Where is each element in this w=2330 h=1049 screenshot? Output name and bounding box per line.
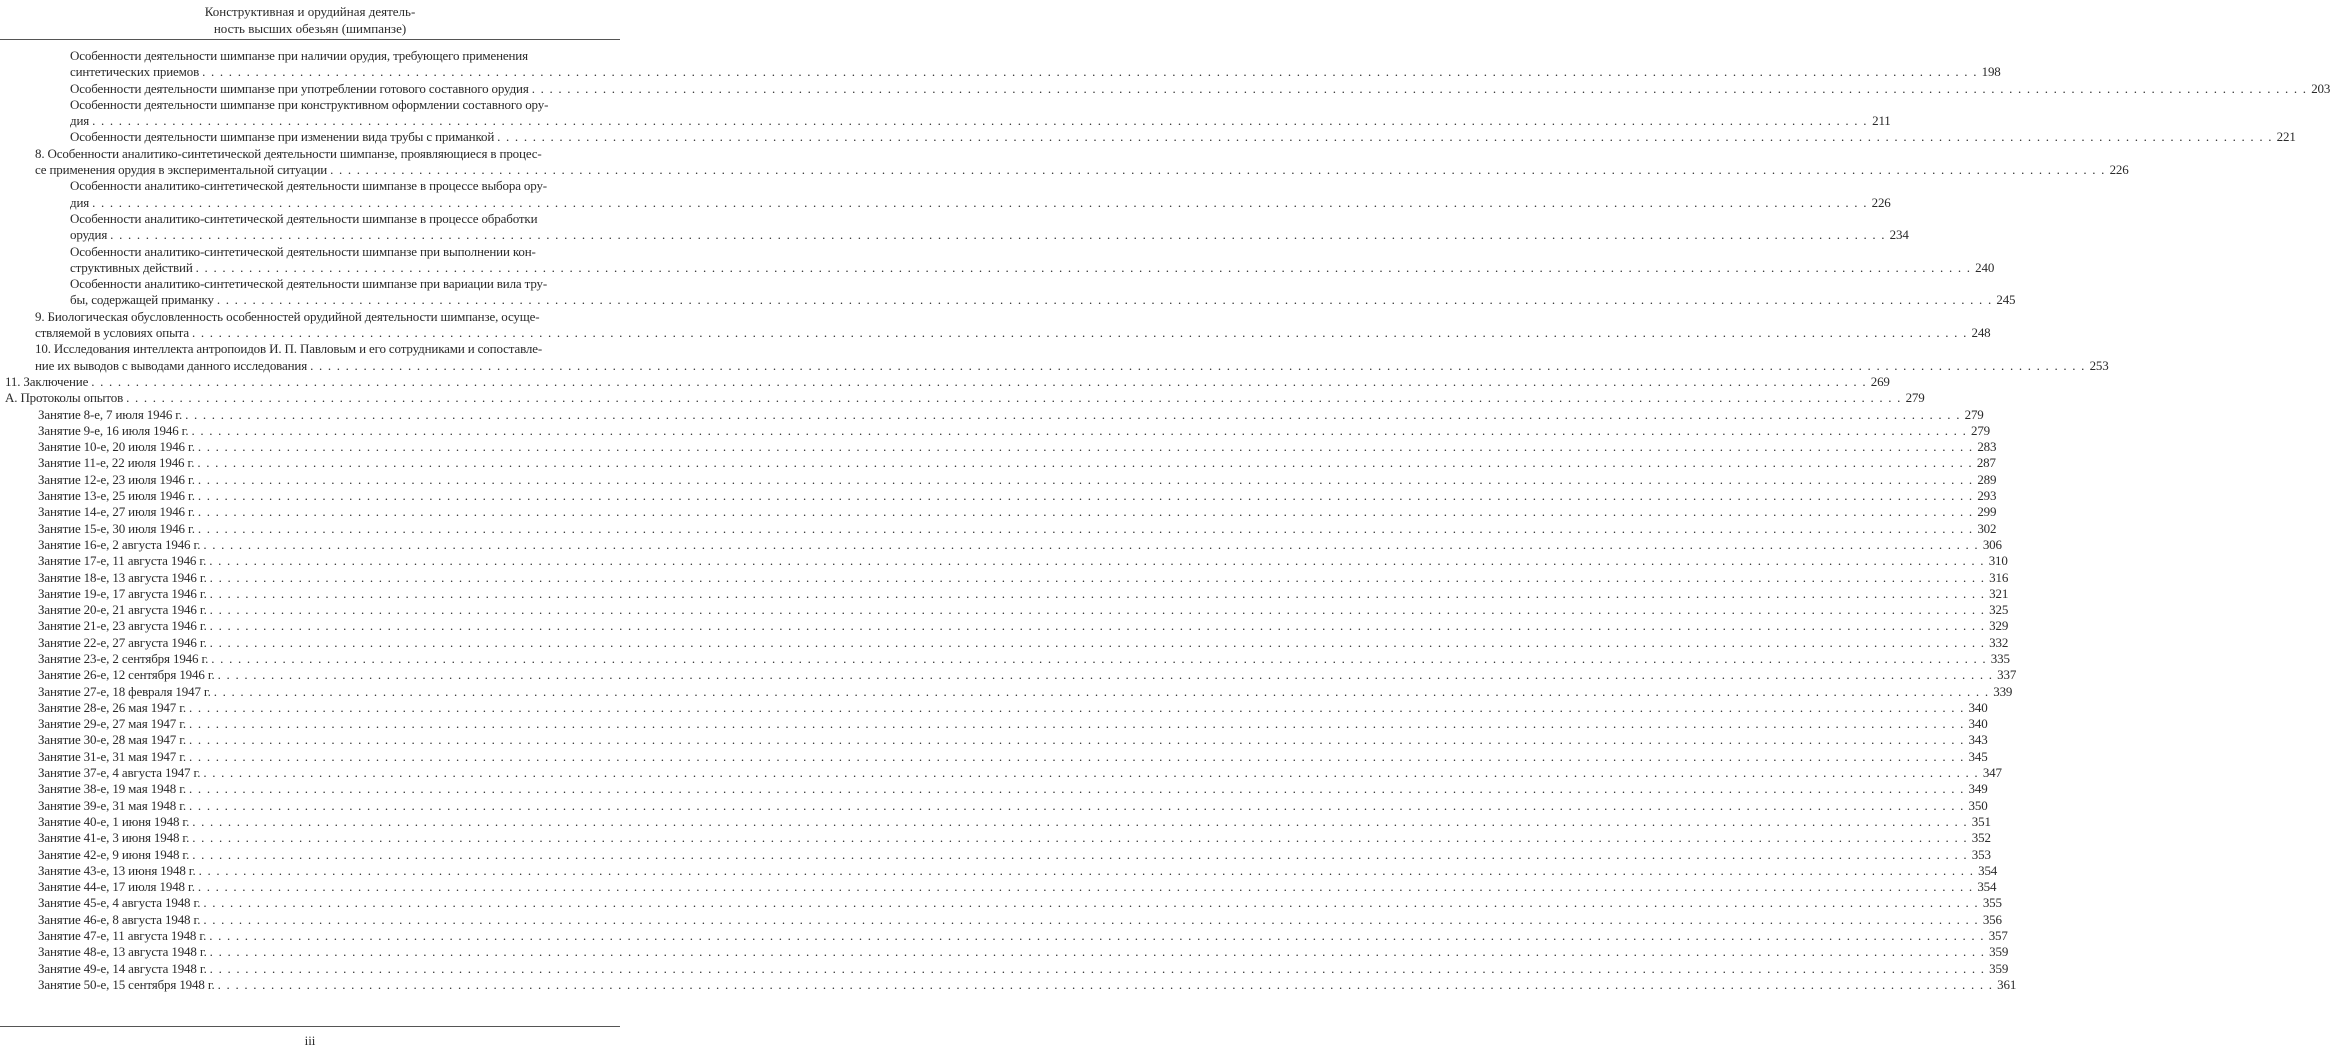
toc-entry-page: 248 — [1971, 325, 1991, 341]
toc-entry-title: Занятие 16-е, 2 августа 1946 г. — [38, 536, 201, 552]
toc-entry-page: 316 — [1989, 569, 2009, 585]
toc-entry[interactable] — [0, 618, 2009, 634]
toc-entry-title: Занятие 14-е, 27 июля 1946 г. — [38, 504, 195, 520]
dot-leader: . . . . . . . . . . . . . . . . . . . . . . . . . . . . . . . . . . . . . . . . . . . . . . . . . . . . . . . . . . . . . . . . . . . . . . . . . . . . . . . . . . . . . . . . . . . . . . . . . . . . . . . . . . . . . . . . . . . . . . . . . . . . . . . . . . . . . . . . . . . . . . . . . . . . . . . . . . . . . . . . . . . . . . . . . . . . . . . . . . . . . . . . . . . . . . . . . . . . . . . . — [209, 618, 1986, 634]
dot-leader: . . . . . . . . . . . . . . . . . . . . . . . . . . . . . . . . . . . . . . . . . . . . . . . . . . . . . . . . . . . . . . . . . . . . . . . . . . . . . . . . . . . . . . . . . . . . . . . . . . . . . . . . . . . . . . . . . . . . . . . . . . . . . . . . . . . . . . . . . . . . . . . . . . . . . . . . . . . . . . . . . . . . . . . . . . . . . . . . . . . . . . . . . . . . . . . . . . . . . . . . — [197, 504, 1974, 520]
toc-entry-title: Занятие 42-е, 9 июня 1948 г. — [38, 846, 190, 862]
toc-entry-page: 299 — [1977, 504, 1997, 520]
toc-entry[interactable] — [0, 960, 2009, 977]
toc-entry[interactable] — [0, 895, 2002, 911]
toc-entry-page: 287 — [1976, 455, 1996, 471]
toc-entry-title: Занятие 10-е, 20 июля 1946 г. — [38, 439, 195, 455]
toc-entry-page: 361 — [1997, 976, 2017, 992]
toc-entry[interactable] — [0, 422, 1991, 439]
toc-entry-line — [38, 488, 1997, 504]
toc-entry-title: Занятие 22-е, 27 августа 1946 г. — [38, 634, 207, 650]
toc-entry-page: 359 — [1989, 944, 2009, 960]
toc-entry[interactable] — [0, 341, 2109, 374]
dot-leader: . . . . . . . . . . . . . . . . . . . . . . . . . . . . . . . . . . . . . . . . . . . . . . . . . . . . . . . . . . . . . . . . . . . . . . . . . . . . . . . . . . . . . . . . . . . . . . . . . . . . . . . . . . . . . . . . . . . . . . . . . . . . . . . . . . . . . . . . . . . . . . . . . . . . . . . . . . . . . . . . . . . . . . . . . . . . . . . . . . . . . . . . . . . . . . . . . . . . . . . . — [192, 813, 1968, 829]
toc-entry-title: Занятие 21-е, 23 августа 1946 г. — [38, 618, 207, 634]
toc-entry-title: 9. Биологическая обусловленность особенностей орудийной деятельности шимпанзе, осуще- — [35, 308, 540, 324]
toc-entry-line — [38, 471, 1997, 488]
toc-entry-title: синтетических приемов — [70, 64, 200, 80]
toc-entry[interactable] — [0, 944, 2009, 960]
toc-entry-title: Занятие 18-е, 13 августа 1946 г. — [38, 569, 207, 585]
dot-leader: . . . . . . . . . . . . . . . . . . . . . . . . . . . . . . . . . . . . . . . . . . . . . . . . . . . . . . . . . . . . . . . . . . . . . . . . . . . . . . . . . . . . . . . . . . . . . . . . . . . . . . . . . . . . . . . . . . . . . . . . . . . . . . . . . . . . . . . . . . . . . . . . . . . . . . . . . . . . . . . . . . . . . . . . . . . . . . . . . . . . . . . . . . . . . . . . . . . . . . . . — [203, 911, 1979, 927]
dot-leader: . . . . . . . . . . . . . . . . . . . . . . . . . . . . . . . . . . . . . . . . . . . . . . . . . . . . . . . . . . . . . . . . . . . . . . . . . . . . . . . . . . . . . . . . . . . . . . . . . . . . . . . . . . . . . . . . . . . . . . . . . . . . . . . . . . . . . . . . . . . . . . . . . . . . . . . . . . . . . . . . . . . . . . . . . . . . . . . . . . . . . . . . . . . . . . . . . . . . . . . . — [330, 162, 2106, 178]
dot-leader: . . . . . . . . . . . . . . . . . . . . . . . . . . . . . . . . . . . . . . . . . . . . . . . . . . . . . . . . . . . . . . . . . . . . . . . . . . . . . . . . . . . . . . . . . . . . . . . . . . . . . . . . . . . . . . . . . . . . . . . . . . . . . . . . . . . . . . . . . . . . . . . . . . . . . . . . . . . . . . . . . . . . . . . . . . . . . . . . . . . . . . . . . . . . . . . . . . . . . . . . — [197, 471, 1974, 487]
toc-entry-page: 226 — [2109, 162, 2129, 178]
toc-entry[interactable] — [0, 210, 1909, 244]
dot-leader: . . . . . . . . . . . . . . . . . . . . . . . . . . . . . . . . . . . . . . . . . . . . . . . . . . . . . . . . . . . . . . . . . . . . . . . . . . . . . . . . . . . . . . . . . . . . . . . . . . . . . . . . . . . . . . . . . . . . . . . . . . . . . . . . . . . . . . . . . . . . . . . . . . . . . . . . . . . . . . . . . . . . . . . . . . . . . . . . . . . . . . . . . . . . . . . . . . . . . . . . — [497, 129, 2273, 145]
toc-entry-page: 253 — [2089, 357, 2109, 373]
running-header — [0, 3, 620, 37]
toc-entry-title: ствляемой в условиях опыта — [35, 325, 189, 341]
dot-leader: . . . . . . . . . . . . . . . . . . . . . . . . . . . . . . . . . . . . . . . . . . . . . . . . . . . . . . . . . . . . . . . . . . . . . . . . . . . . . . . . . . . . . . . . . . . . . . . . . . . . . . . . . . . . . . . . . . . . . . . . . . . . . . . . . . . . . . . . . . . . . . . . . . . . . . . . . . . . . . . . . . . . . . . . . . . . . . . . . . . . . . . . . . . . . . . . . . . . . . . . — [209, 553, 1985, 569]
toc-entry-title: Занятие 46-е, 8 августа 1948 г. — [38, 911, 201, 927]
toc-entry-line — [38, 618, 2009, 634]
toc-entry-page: 343 — [1968, 732, 1988, 748]
toc-entry-title: Занятие 23-е, 2 сентября 1946 г. — [38, 650, 209, 666]
toc-entry-line — [5, 373, 1890, 390]
toc-entry-title: Занятие 9-е, 16 июля 1946 г. — [38, 422, 189, 438]
toc-entry-page: 269 — [1870, 373, 1890, 389]
running-header-line1: Конструктивная и орудийная деятель- — [204, 4, 416, 19]
dot-leader: . . . . . . . . . . . . . . . . . . . . . . . . . . . . . . . . . . . . . . . . . . . . . . . . . . . . . . . . . . . . . . . . . . . . . . . . . . . . . . . . . . . . . . . . . . . . . . . . . . . . . . . . . . . . . . . . . . . . . . . . . . . . . . . . . . . . . . . . . . . . . . . . . . . . . . . . . . . . . . . . . . . . . . . . . . . . . . . . . . . . . . . . . . . . . . . . . . . . . . . . — [189, 781, 1965, 797]
toc-entry-line — [38, 732, 1988, 748]
dot-leader: . . . . . . . . . . . . . . . . . . . . . . . . . . . . . . . . . . . . . . . . . . . . . . . . . . . . . . . . . . . . . . . . . . . . . . . . . . . . . . . . . . . . . . . . . . . . . . . . . . . . . . . . . . . . . . . . . . . . . . . . . . . . . . . . . . . . . . . . . . . . . . . . . . . . . . . . . . . . . . . . . . . . . . . . . . . . . . . . . . . . . . . . . . . . . . . . . . . . . . . . — [209, 928, 1985, 944]
toc-entry[interactable] — [0, 650, 2010, 667]
toc-entry-line — [70, 48, 618, 64]
toc-entry-line — [70, 227, 1909, 243]
toc-entry-page: 353 — [1971, 846, 1991, 862]
dot-leader: . . . . . . . . . . . . . . . . . . . . . . . . . . . . . . . . . . . . . . . . . . . . . . . . . . . . . . . . . . . . . . . . . . . . . . . . . . . . . . . . . . . . . . . . . . . . . . . . . . . . . . . . . . . . . . . . . . . . . . . . . . . . . . . . . . . . . . . . . . . . . . . . . . . . . . . . . . . . . . . . . . . . . . . . . . . . . . . . . . . . . . . . . . . . . . . . . . . . . . . . — [189, 748, 1965, 764]
dot-leader: . . . . . . . . . . . . . . . . . . . . . . . . . . . . . . . . . . . . . . . . . . . . . . . . . . . . . . . . . . . . . . . . . . . . . . . . . . . . . . . . . . . . . . . . . . . . . . . . . . . . . . . . . . . . . . . . . . . . . . . . . . . . . . . . . . . . . . . . . . . . . . . . . . . . . . . . . . . . . . . . . . . . . . . . . . . . . . . . . . . . . . . . . . . . . . . . . . . . . . . . — [92, 194, 1868, 210]
toc-entry[interactable] — [0, 732, 1988, 748]
toc-entry[interactable] — [0, 813, 1991, 830]
toc-entry-page: 211 — [1872, 113, 1891, 129]
toc-entry[interactable] — [0, 862, 1998, 879]
toc-entry[interactable] — [0, 879, 1997, 895]
toc-entry-line — [70, 80, 2330, 97]
dot-leader: . . . . . . . . . . . . . . . . . . . . . . . . . . . . . . . . . . . . . . . . . . . . . . . . . . . . . . . . . . . . . . . . . . . . . . . . . . . . . . . . . . . . . . . . . . . . . . . . . . . . . . . . . . . . . . . . . . . . . . . . . . . . . . . . . . . . . . . . . . . . . . . . . . . . . . . . . . . . . . . . . . . . . . . . . . . . . . . . . . . . . . . . . . . . . . . . . . . . . . . . — [211, 650, 1987, 666]
toc-entry-page: 359 — [1989, 960, 2009, 976]
toc-entry-line — [38, 781, 1988, 797]
toc-entry-line — [70, 129, 2296, 145]
toc-entry-line — [35, 341, 618, 357]
toc-entry-title: се применения орудия в экспериментальной ситуации — [35, 162, 328, 178]
toc-entry[interactable] — [0, 96, 1891, 130]
dot-leader: . . . . . . . . . . . . . . . . . . . . . . . . . . . . . . . . . . . . . . . . . . . . . . . . . . . . . . . . . . . . . . . . . . . . . . . . . . . . . . . . . . . . . . . . . . . . . . . . . . . . . . . . . . . . . . . . . . . . . . . . . . . . . . . . . . . . . . . . . . . . . . . . . . . . . . . . . . . . . . . . . . . . . . . . . . . . . . . . . . . . . . . . . . . . . . . . . . . . . . . . — [209, 960, 1986, 976]
toc-entry-line — [38, 765, 2002, 781]
toc-entry[interactable] — [0, 797, 1988, 814]
toc-entry-title: Занятие 40-е, 1 июня 1948 г. — [38, 813, 190, 829]
dot-leader: . . . . . . . . . . . . . . . . . . . . . . . . . . . . . . . . . . . . . . . . . . . . . . . . . . . . . . . . . . . . . . . . . . . . . . . . . . . . . . . . . . . . . . . . . . . . . . . . . . . . . . . . . . . . . . . . . . . . . . . . . . . . . . . . . . . . . . . . . . . . . . . . . . . . . . . . . . . . . . . . . . . . . . . . . . . . . . . . . . . . . . . . . . . . . . . . . . . . . . . . — [209, 602, 1986, 618]
toc-entry-page: 226 — [1871, 194, 1891, 210]
dot-leader: . . . . . . . . . . . . . . . . . . . . . . . . . . . . . . . . . . . . . . . . . . . . . . . . . . . . . . . . . . . . . . . . . . . . . . . . . . . . . . . . . . . . . . . . . . . . . . . . . . . . . . . . . . . . . . . . . . . . . . . . . . . . . . . . . . . . . . . . . . . . . . . . . . . . . . . . . . . . . . . . . . . . . . . . . . . . . . . . . . . . . . . . . . . . . . . . . . . . . . . . — [191, 422, 1968, 438]
toc-entry-line — [70, 211, 618, 227]
toc-entry[interactable] — [0, 716, 1988, 732]
toc-entry-line — [38, 716, 1988, 732]
toc-entry-line — [38, 862, 1998, 879]
toc-entry[interactable] — [0, 830, 1991, 846]
dot-leader: . . . . . . . . . . . . . . . . . . . . . . . . . . . . . . . . . . . . . . . . . . . . . . . . . . . . . . . . . . . . . . . . . . . . . . . . . . . . . . . . . . . . . . . . . . . . . . . . . . . . . . . . . . . . . . . . . . . . . . . . . . . . . . . . . . . . . . . . . . . . . . . . . . . . . . . . . . . . . . . . . . . . . . . . . . . . . . . . . . . . . . . . . . . . . . . . . . . . . . . . — [197, 520, 1974, 536]
dot-leader: . . . . . . . . . . . . . . . . . . . . . . . . . . . . . . . . . . . . . . . . . . . . . . . . . . . . . . . . . . . . . . . . . . . . . . . . . . . . . . . . . . . . . . . . . . . . . . . . . . . . . . . . . . . . . . . . . . . . . . . . . . . . . . . . . . . . . . . . . . . . . . . . . . . . . . . . . . . . . . . . . . . . . . . . . . . . . . . . . . . . . . . . . . . . . . . . . . . . . . . . — [197, 488, 1974, 504]
toc-entry-line — [38, 634, 2009, 651]
dot-leader: . . . . . . . . . . . . . . . . . . . . . . . . . . . . . . . . . . . . . . . . . . . . . . . . . . . . . . . . . . . . . . . . . . . . . . . . . . . . . . . . . . . . . . . . . . . . . . . . . . . . . . . . . . . . . . . . . . . . . . . . . . . . . . . . . . . . . . . . . . . . . . . . . . . . . . . . . . . . . . . . . . . . . . . . . . . . . . . . . . . . . . . . . . . . . . . . . . . . . . . . — [203, 765, 1979, 781]
toc-entry-line — [38, 667, 2017, 683]
toc-entry-line — [35, 309, 618, 325]
toc-entry-page: 221 — [2276, 129, 2296, 145]
dot-leader: . . . . . . . . . . . . . . . . . . . . . . . . . . . . . . . . . . . . . . . . . . . . . . . . . . . . . . . . . . . . . . . . . . . . . . . . . . . . . . . . . . . . . . . . . . . . . . . . . . . . . . . . . . . . . . . . . . . . . . . . . . . . . . . . . . . . . . . . . . . . . . . . . . . . . . . . . . . . . . . . . . . . . . . . . . . . . . . . . . . . . . . . . . . . . . . . . . . . . . . . — [189, 716, 1965, 732]
toc-entry-page: 293 — [1977, 488, 1997, 504]
toc-entry-line — [38, 406, 1984, 423]
toc-entry-page: 302 — [1977, 520, 1997, 536]
toc-entry-page: 289 — [1977, 471, 1997, 487]
toc-entry-page: 335 — [1990, 650, 2010, 666]
toc-entry-line — [38, 504, 1997, 520]
dot-leader: . . . . . . . . . . . . . . . . . . . . . . . . . . . . . . . . . . . . . . . . . . . . . . . . . . . . . . . . . . . . . . . . . . . . . . . . . . . . . . . . . . . . . . . . . . . . . . . . . . . . . . . . . . . . . . . . . . . . . . . . . . . . . . . . . . . . . . . . . . . . . . . . . . . . . . . . . . . . . . . . . . . . . . . . . . . . . . . . . . . . . . . . . . . . . . . . . . . . . . . . — [197, 879, 1974, 895]
dot-leader: . . . . . . . . . . . . . . . . . . . . . . . . . . . . . . . . . . . . . . . . . . . . . . . . . . . . . . . . . . . . . . . . . . . . . . . . . . . . . . . . . . . . . . . . . . . . . . . . . . . . . . . . . . . . . . . . . . . . . . . . . . . . . . . . . . . . . . . . . . . . . . . . . . . . . . . . . . . . . . . . . . . . . . . . . . . . . . . . . . . . . . . . . . . . . . . . . . . . . . . . — [185, 406, 1961, 422]
toc-entry-title: Занятие 50-е, 15 сентября 1948 г. — [38, 976, 215, 992]
toc-entry-title: орудия — [70, 227, 108, 243]
toc-entry-line — [38, 895, 2002, 911]
toc-entry-line — [70, 97, 618, 113]
toc-entry-line — [38, 683, 2013, 700]
toc-entry[interactable] — [0, 683, 2013, 700]
toc-entry-title: Занятие 43-е, 13 июня 1948 г. — [38, 862, 196, 878]
toc-entry-title: А. Протоколы опытов — [5, 390, 124, 406]
dot-leader: . . . . . . . . . . . . . . . . . . . . . . . . . . . . . . . . . . . . . . . . . . . . . . . . . . . . . . . . . . . . . . . . . . . . . . . . . . . . . . . . . . . . . . . . . . . . . . . . . . . . . . . . . . . . . . . . . . . . . . . . . . . . . . . . . . . . . . . . . . . . . . . . . . . . . . . . . . . . . . . . . . . . . . . . . . . . . . . . . . . . . . . . . . . . . . . . . . . . . . . . — [91, 373, 1867, 389]
toc-entry[interactable] — [0, 667, 2017, 683]
toc-entry-page: 283 — [1977, 439, 1997, 455]
toc-entry-page: 306 — [1982, 536, 2002, 552]
toc-entry-title: Занятие 27-е, 18 февраля 1947 г. — [38, 683, 211, 699]
toc-entry-page: 329 — [1989, 618, 2009, 634]
page-number: iii — [304, 1033, 316, 1048]
dot-leader: . . . . . . . . . . . . . . . . . . . . . . . . . . . . . . . . . . . . . . . . . . . . . . . . . . . . . . . . . . . . . . . . . . . . . . . . . . . . . . . . . . . . . . . . . . . . . . . . . . . . . . . . . . . . . . . . . . . . . . . . . . . . . . . . . . . . . . . . . . . . . . . . . . . . . . . . . . . . . . . . . . . . . . . . . . . . . . . . . . . . . . . . . . . . . . . . . . . . . . . . — [203, 895, 1979, 911]
toc-entry-title: Занятие 31-е, 31 мая 1947 г. — [38, 748, 187, 764]
toc-entry-page: 339 — [1993, 683, 2013, 699]
dot-leader: . . . . . . . . . . . . . . . . . . . . . . . . . . . . . . . . . . . . . . . . . . . . . . . . . . . . . . . . . . . . . . . . . . . . . . . . . . . . . . . . . . . . . . . . . . . . . . . . . . . . . . . . . . . . . . . . . . . . . . . . . . . . . . . . . . . . . . . . . . . . . . . . . . . . . . . . . . . . . . . . . . . . . . . . . . . . . . . . . . . . . . . . . . . . . . . . . . . . . . . . — [216, 292, 1993, 308]
toc-entry-line — [38, 928, 2008, 944]
toc-entry[interactable] — [0, 243, 1995, 277]
toc-entry[interactable] — [0, 406, 1984, 423]
dot-leader: . . . . . . . . . . . . . . . . . . . . . . . . . . . . . . . . . . . . . . . . . . . . . . . . . . . . . . . . . . . . . . . . . . . . . . . . . . . . . . . . . . . . . . . . . . . . . . . . . . . . . . . . . . . . . . . . . . . . . . . . . . . . . . . . . . . . . . . . . . . . . . . . . . . . . . . . . . . . . . . . . . . . . . . . . . . . . . . . . . . . . . . . . . . . . . . . . . . . . . . . — [217, 976, 1994, 992]
toc-entry-page: 340 — [1968, 699, 1988, 715]
toc-entry[interactable] — [0, 911, 2002, 928]
toc-entry[interactable] — [0, 781, 1988, 797]
toc-entry-title: структивных действий — [70, 259, 193, 275]
toc-entry-line — [70, 259, 1995, 276]
toc-entry-page: 351 — [1971, 813, 1991, 829]
toc-entry[interactable] — [0, 553, 2008, 569]
dot-leader: . . . . . . . . . . . . . . . . . . . . . . . . . . . . . . . . . . . . . . . . . . . . . . . . . . . . . . . . . . . . . . . . . . . . . . . . . . . . . . . . . . . . . . . . . . . . . . . . . . . . . . . . . . . . . . . . . . . . . . . . . . . . . . . . . . . . . . . . . . . . . . . . . . . . . . . . . . . . . . . . . . . . . . . . . . . . . . . . . . . . . . . . . . . . . . . . . . . . . . . . — [202, 64, 1978, 80]
toc-entry-page: 345 — [1968, 748, 1988, 764]
toc-entry-page: 347 — [1982, 765, 2002, 781]
dot-leader: . . . . . . . . . . . . . . . . . . . . . . . . . . . . . . . . . . . . . . . . . . . . . . . . . . . . . . . . . . . . . . . . . . . . . . . . . . . . . . . . . . . . . . . . . . . . . . . . . . . . . . . . . . . . . . . . . . . . . . . . . . . . . . . . . . . . . . . . . . . . . . . . . . . . . . . . . . . . . . . . . . . . . . . . . . . . . . . . . . . . . . . . . . . . . . . . . . . . . . . . — [198, 862, 1975, 878]
toc-entry-page: 279 — [1970, 422, 1991, 438]
toc-entry[interactable] — [0, 145, 2129, 179]
toc-entry-title: дия — [70, 113, 90, 129]
toc-entry-page: 352 — [1971, 830, 1991, 846]
running-header-line2: ность высших обезьян (шимпанзе) — [213, 21, 407, 36]
toc-entry-page: 325 — [1989, 602, 2009, 618]
toc-entry-title: Особенности аналитико-синтетической деятельности шимпанзе при вариации вила тру- — [70, 276, 548, 292]
toc-entry-title: Занятие 37-е, 4 августа 1947 г. — [38, 765, 201, 781]
dot-leader: . . . . . . . . . . . . . . . . . . . . . . . . . . . . . . . . . . . . . . . . . . . . . . . . . . . . . . . . . . . . . . . . . . . . . . . . . . . . . . . . . . . . . . . . . . . . . . . . . . . . . . . . . . . . . . . . . . . . . . . . . . . . . . . . . . . . . . . . . . . . . . . . . . . . . . . . . . . . . . . . . . . . . . . . . . . . . . . . . . . . . . . . . . . . . . . . . . . . . . . . — [531, 80, 2308, 96]
toc-entry-line — [5, 390, 1925, 406]
toc-entry-title: Занятие 11-е, 22 июля 1946 г. — [38, 455, 195, 471]
toc-entry-title: Занятие 41-е, 3 июня 1948 г. — [38, 830, 190, 846]
toc-entry-page: 203 — [2311, 80, 2330, 96]
toc-entry-title: Занятие 44-е, 17 июля 1948 г. — [38, 879, 195, 895]
toc-entry-line — [38, 455, 1996, 471]
toc-entry-page: 240 — [1975, 259, 1995, 275]
dot-leader: . . . . . . . . . . . . . . . . . . . . . . . . . . . . . . . . . . . . . . . . . . . . . . . . . . . . . . . . . . . . . . . . . . . . . . . . . . . . . . . . . . . . . . . . . . . . . . . . . . . . . . . . . . . . . . . . . . . . . . . . . . . . . . . . . . . . . . . . . . . . . . . . . . . . . . . . . . . . . . . . . . . . . . . . . . . . . . . . . . . . . . . . . . . . . . . . . . . . . . . . — [110, 227, 1886, 243]
toc-entry-line — [38, 960, 2009, 977]
toc-entry[interactable] — [0, 928, 2008, 944]
toc-entry-line — [38, 797, 1988, 814]
toc-entry-line — [35, 325, 1991, 341]
toc-entry[interactable] — [0, 488, 1997, 504]
toc-entry-line — [38, 585, 2009, 602]
toc-entry-title: Занятие 26-е, 12 сентября 1946 г. — [38, 667, 215, 683]
toc-entry[interactable] — [0, 748, 1988, 765]
toc-entry[interactable] — [0, 390, 1925, 406]
toc-entry-page: 350 — [1968, 797, 1988, 813]
toc-entry-line — [70, 276, 618, 292]
toc-entry-title: Занятие 48-е, 13 августа 1948 г. — [38, 944, 207, 960]
dot-leader: . . . . . . . . . . . . . . . . . . . . . . . . . . . . . . . . . . . . . . . . . . . . . . . . . . . . . . . . . . . . . . . . . . . . . . . . . . . . . . . . . . . . . . . . . . . . . . . . . . . . . . . . . . . . . . . . . . . . . . . . . . . . . . . . . . . . . . . . . . . . . . . . . . . . . . . . . . . . . . . . . . . . . . . . . . . . . . . . . . . . . . . . . . . . . . . . . . . . . . . . — [197, 455, 1973, 471]
dot-leader: . . . . . . . . . . . . . . . . . . . . . . . . . . . . . . . . . . . . . . . . . . . . . . . . . . . . . . . . . . . . . . . . . . . . . . . . . . . . . . . . . . . . . . . . . . . . . . . . . . . . . . . . . . . . . . . . . . . . . . . . . . . . . . . . . . . . . . . . . . . . . . . . . . . . . . . . . . . . . . . . . . . . . . . . . . . . . . . . . . . . . . . . . . . . . . . . . . . . . . . . — [192, 830, 1968, 846]
toc-entry-page: 356 — [1982, 911, 2002, 927]
toc-entry-title: Занятие 19-е, 17 августа 1946 г. — [38, 585, 207, 601]
toc-entry-line — [35, 146, 618, 162]
toc-entry-line — [38, 813, 1991, 830]
dot-leader: . . . . . . . . . . . . . . . . . . . . . . . . . . . . . . . . . . . . . . . . . . . . . . . . . . . . . . . . . . . . . . . . . . . . . . . . . . . . . . . . . . . . . . . . . . . . . . . . . . . . . . . . . . . . . . . . . . . . . . . . . . . . . . . . . . . . . . . . . . . . . . . . . . . . . . . . . . . . . . . . . . . . . . . . . . . . . . . . . . . . . . . . . . . . . . . . . . . . . . . . — [189, 699, 1965, 715]
toc-entry-line — [38, 748, 1988, 765]
toc-entry[interactable] — [0, 276, 2016, 309]
toc-entry-page: 245 — [1996, 292, 2016, 308]
toc-entry-page: 279 — [1964, 406, 1984, 422]
toc-entry-line — [35, 357, 2109, 374]
toc-entry-title: Занятие 38-е, 19 мая 1948 г. — [38, 781, 187, 797]
toc-entry-line — [38, 536, 2002, 553]
toc-entry[interactable] — [0, 373, 1890, 390]
toc-entry[interactable] — [0, 439, 1997, 455]
toc-entry-title: Особенности деятельности шимпанзе при изменении вида трубы с приманкой — [70, 129, 495, 145]
toc-entry-title: Занятие 17-е, 11 августа 1946 г. — [38, 553, 207, 569]
dot-leader: . . . . . . . . . . . . . . . . . . . . . . . . . . . . . . . . . . . . . . . . . . . . . . . . . . . . . . . . . . . . . . . . . . . . . . . . . . . . . . . . . . . . . . . . . . . . . . . . . . . . . . . . . . . . . . . . . . . . . . . . . . . . . . . . . . . . . . . . . . . . . . . . . . . . . . . . . . . . . . . . . . . . . . . . . . . . . . . . . . . . . . . . . . . . . . . . . . . . . . . . — [203, 536, 1979, 552]
toc-entry-page: 354 — [1978, 862, 1998, 878]
footer-rule — [0, 1026, 620, 1027]
dot-leader: . . . . . . . . . . . . . . . . . . . . . . . . . . . . . . . . . . . . . . . . . . . . . . . . . . . . . . . . . . . . . . . . . . . . . . . . . . . . . . . . . . . . . . . . . . . . . . . . . . . . . . . . . . . . . . . . . . . . . . . . . . . . . . . . . . . . . . . . . . . . . . . . . . . . . . . . . . . . . . . . . . . . . . . . . . . . . . . . . . . . . . . . . . . . . . . . . . . . . . . . — [217, 667, 1994, 683]
toc-entry[interactable] — [0, 455, 1996, 471]
toc-entry-title: Особенности деятельности шимпанзе при наличии орудия, требующего применения — [70, 48, 528, 63]
toc-entry[interactable] — [0, 178, 1891, 211]
toc-entry-line — [38, 944, 2009, 960]
toc-entry-title: 11. Заключение — [5, 373, 89, 389]
toc-entry[interactable] — [0, 471, 1997, 488]
toc-entry-page: 337 — [1997, 667, 2017, 683]
toc-entry-title: Занятие 29-е, 27 мая 1947 г. — [38, 716, 187, 732]
toc-entry-line — [38, 650, 2010, 667]
toc-entry-line — [70, 113, 1891, 129]
toc-entry-line — [70, 194, 1891, 211]
toc-entry-line — [38, 830, 1991, 846]
toc-entry-title: Занятие 12-е, 23 июля 1946 г. — [38, 471, 195, 487]
toc-entry-line — [38, 439, 1997, 455]
toc-entry-title: Особенности аналитико-синтетической деятельности шимпанзе в процессе выбора ору- — [70, 178, 547, 194]
dot-leader: . . . . . . . . . . . . . . . . . . . . . . . . . . . . . . . . . . . . . . . . . . . . . . . . . . . . . . . . . . . . . . . . . . . . . . . . . . . . . . . . . . . . . . . . . . . . . . . . . . . . . . . . . . . . . . . . . . . . . . . . . . . . . . . . . . . . . . . . . . . . . . . . . . . . . . . . . . . . . . . . . . . . . . . . . . . . . . . . . . . . . . . . . . . . . . . . . . . . . . . . — [192, 846, 1968, 862]
toc-entry-page: 349 — [1968, 781, 1988, 797]
toc-entry[interactable] — [0, 308, 1991, 342]
toc-entry[interactable] — [0, 765, 2002, 781]
dot-leader: . . . . . . . . . . . . . . . . . . . . . . . . . . . . . . . . . . . . . . . . . . . . . . . . . . . . . . . . . . . . . . . . . . . . . . . . . . . . . . . . . . . . . . . . . . . . . . . . . . . . . . . . . . . . . . . . . . . . . . . . . . . . . . . . . . . . . . . . . . . . . . . . . . . . . . . . . . . . . . . . . . . . . . . . . . . . . . . . . . . . . . . . . . . . . . . . . . . . . . . . — [191, 325, 1968, 341]
dot-leader: . . . . . . . . . . . . . . . . . . . . . . . . . . . . . . . . . . . . . . . . . . . . . . . . . . . . . . . . . . . . . . . . . . . . . . . . . . . . . . . . . . . . . . . . . . . . . . . . . . . . . . . . . . . . . . . . . . . . . . . . . . . . . . . . . . . . . . . . . . . . . . . . . . . . . . . . . . . . . . . . . . . . . . . . . . . . . . . . . . . . . . . . . . . . . . . . . . . . . . . . — [310, 357, 2086, 373]
toc-entry-title: Особенности деятельности шимпанзе при конструктивном оформлении составного ору- — [70, 96, 549, 112]
toc-entry-page: 357 — [1988, 928, 2008, 944]
toc-entry-line — [38, 911, 2002, 928]
toc-entry-line — [38, 553, 2008, 569]
toc-entry-title: Занятие 30-е, 28 мая 1947 г. — [38, 732, 187, 748]
dot-leader: . . . . . . . . . . . . . . . . . . . . . . . . . . . . . . . . . . . . . . . . . . . . . . . . . . . . . . . . . . . . . . . . . . . . . . . . . . . . . . . . . . . . . . . . . . . . . . . . . . . . . . . . . . . . . . . . . . . . . . . . . . . . . . . . . . . . . . . . . . . . . . . . . . . . . . . . . . . . . . . . . . . . . . . . . . . . . . . . . . . . . . . . . . . . . . . . . . . . . . . . — [209, 569, 1986, 585]
toc-entry-title: Занятие 15-е, 30 июля 1946 г. — [38, 520, 195, 536]
toc-entry-line — [38, 422, 1991, 439]
toc-entry-title: Особенности аналитико-синтетической деятельности шимпанзе в процессе обработки — [70, 210, 538, 226]
toc-entry-line — [70, 178, 618, 194]
toc-entry-page: 332 — [1989, 634, 2009, 650]
toc-entry-title: Занятие 13-е, 25 июля 1946 г. — [38, 488, 195, 504]
dot-leader: . . . . . . . . . . . . . . . . . . . . . . . . . . . . . . . . . . . . . . . . . . . . . . . . . . . . . . . . . . . . . . . . . . . . . . . . . . . . . . . . . . . . . . . . . . . . . . . . . . . . . . . . . . . . . . . . . . . . . . . . . . . . . . . . . . . . . . . . . . . . . . . . . . . . . . . . . . . . . . . . . . . . . . . . . . . . . . . . . . . . . . . . . . . . . . . . . . . . . . . . — [213, 683, 1990, 699]
dot-leader: . . . . . . . . . . . . . . . . . . . . . . . . . . . . . . . . . . . . . . . . . . . . . . . . . . . . . . . . . . . . . . . . . . . . . . . . . . . . . . . . . . . . . . . . . . . . . . . . . . . . . . . . . . . . . . . . . . . . . . . . . . . . . . . . . . . . . . . . . . . . . . . . . . . . . . . . . . . . . . . . . . . . . . . . . . . . . . . . . . . . . . . . . . . . . . . . . . . . . . . . — [189, 732, 1965, 748]
toc-entry-title: Занятие 49-е, 14 августа 1948 г. — [38, 960, 207, 976]
toc-entry-title: 8. Особенности аналитико-синтетической деятельности шимпанзе, проявляющиеся в процес- — [35, 145, 542, 161]
toc-entry-page: 321 — [1989, 585, 2009, 601]
toc-entry[interactable] — [0, 846, 1991, 863]
table-of-contents — [0, 48, 2330, 993]
toc-entry-line — [38, 846, 1991, 863]
dot-leader: . . . . . . . . . . . . . . . . . . . . . . . . . . . . . . . . . . . . . . . . . . . . . . . . . . . . . . . . . . . . . . . . . . . . . . . . . . . . . . . . . . . . . . . . . . . . . . . . . . . . . . . . . . . . . . . . . . . . . . . . . . . . . . . . . . . . . . . . . . . . . . . . . . . . . . . . . . . . . . . . . . . . . . . . . . . . . . . . . . . . . . . . . . . . . . . . . . . . . . . . — [209, 634, 1986, 650]
toc-entry-title: ние их выводов с выводами данного исследования — [35, 357, 308, 373]
toc-entry-line — [38, 602, 2009, 618]
header-rule — [0, 39, 620, 40]
toc-entry-page: 355 — [1982, 895, 2002, 911]
dot-leader: . . . . . . . . . . . . . . . . . . . . . . . . . . . . . . . . . . . . . . . . . . . . . . . . . . . . . . . . . . . . . . . . . . . . . . . . . . . . . . . . . . . . . . . . . . . . . . . . . . . . . . . . . . . . . . . . . . . . . . . . . . . . . . . . . . . . . . . . . . . . . . . . . . . . . . . . . . . . . . . . . . . . . . . . . . . . . . . . . . . . . . . . . . . . . . . . . . . . . . . . — [197, 439, 1974, 455]
dot-leader: . . . . . . . . . . . . . . . . . . . . . . . . . . . . . . . . . . . . . . . . . . . . . . . . . . . . . . . . . . . . . . . . . . . . . . . . . . . . . . . . . . . . . . . . . . . . . . . . . . . . . . . . . . . . . . . . . . . . . . . . . . . . . . . . . . . . . . . . . . . . . . . . . . . . . . . . . . . . . . . . . . . . . . . . . . . . . . . . . . . . . . . . . . . . . . . . . . . . . . . . — [92, 113, 1868, 129]
toc-entry-title: Особенности деятельности шимпанзе при употреблении готового составного орудия — [70, 80, 529, 96]
toc-entry[interactable] — [0, 585, 2009, 602]
toc-entry-title: Занятие 39-е, 31 мая 1948 г. — [38, 797, 187, 813]
toc-entry-line — [38, 976, 2017, 993]
toc-entry[interactable] — [0, 504, 1997, 520]
toc-entry-page: 198 — [1981, 64, 2001, 80]
toc-entry-line — [70, 64, 2001, 80]
toc-entry-page: 354 — [1977, 879, 1997, 895]
toc-entry[interactable] — [0, 48, 2001, 81]
toc-entry-title: Занятие 28-е, 26 мая 1947 г. — [38, 699, 187, 715]
dot-leader: . . . . . . . . . . . . . . . . . . . . . . . . . . . . . . . . . . . . . . . . . . . . . . . . . . . . . . . . . . . . . . . . . . . . . . . . . . . . . . . . . . . . . . . . . . . . . . . . . . . . . . . . . . . . . . . . . . . . . . . . . . . . . . . . . . . . . . . . . . . . . . . . . . . . . . . . . . . . . . . . . . . . . . . . . . . . . . . . . . . . . . . . . . . . . . . . . . . . . . . . — [126, 390, 1902, 406]
toc-entry[interactable] — [0, 80, 2330, 97]
toc-entry[interactable] — [0, 129, 2296, 145]
toc-entry-page: 234 — [1889, 227, 1909, 243]
toc-entry-line — [70, 292, 2016, 308]
toc-entry-page: 279 — [1905, 390, 1925, 406]
dot-leader: . . . . . . . . . . . . . . . . . . . . . . . . . . . . . . . . . . . . . . . . . . . . . . . . . . . . . . . . . . . . . . . . . . . . . . . . . . . . . . . . . . . . . . . . . . . . . . . . . . . . . . . . . . . . . . . . . . . . . . . . . . . . . . . . . . . . . . . . . . . . . . . . . . . . . . . . . . . . . . . . . . . . . . . . . . . . . . . . . . . . . . . . . . . . . . . . . . . . . . . . — [209, 585, 1986, 601]
dot-leader: . . . . . . . . . . . . . . . . . . . . . . . . . . . . . . . . . . . . . . . . . . . . . . . . . . . . . . . . . . . . . . . . . . . . . . . . . . . . . . . . . . . . . . . . . . . . . . . . . . . . . . . . . . . . . . . . . . . . . . . . . . . . . . . . . . . . . . . . . . . . . . . . . . . . . . . . . . . . . . . . . . . . . . . . . . . . . . . . . . . . . . . . . . . . . . . . . . . . . . . . — [209, 944, 1986, 960]
toc-entry-title: Занятие 8-е, 7 июля 1946 г. — [38, 406, 183, 422]
toc-entry-title: Занятие 45-е, 4 августа 1948 г. — [38, 895, 201, 911]
toc-entry[interactable] — [0, 976, 2017, 993]
toc-entry[interactable] — [0, 634, 2009, 651]
dot-leader: . . . . . . . . . . . . . . . . . . . . . . . . . . . . . . . . . . . . . . . . . . . . . . . . . . . . . . . . . . . . . . . . . . . . . . . . . . . . . . . . . . . . . . . . . . . . . . . . . . . . . . . . . . . . . . . . . . . . . . . . . . . . . . . . . . . . . . . . . . . . . . . . . . . . . . . . . . . . . . . . . . . . . . . . . . . . . . . . . . . . . . . . . . . . . . . . . . . . . . . . — [195, 259, 1972, 275]
toc-entry-title: Занятие 20-е, 21 августа 1946 г. — [38, 602, 207, 618]
toc-entry-line — [35, 162, 2129, 178]
toc-entry-line — [38, 699, 1988, 716]
toc-entry-title: 10. Исследования интеллекта антропоидов И. П. Павловым и его сотрудниками и сопоставле- — [35, 341, 543, 357]
toc-entry-title: Занятие 47-е, 11 августа 1948 г. — [38, 928, 207, 944]
toc-entry-line — [38, 879, 1997, 895]
toc-entry-title: дия — [70, 194, 90, 210]
toc-entry-page: 310 — [1988, 553, 2008, 569]
toc-entry[interactable] — [0, 569, 2009, 586]
toc-entry-page: 340 — [1968, 716, 1988, 732]
toc-entry-title: бы, содержащей приманку — [70, 292, 214, 308]
toc-entry[interactable] — [0, 602, 2009, 618]
toc-entry[interactable] — [0, 536, 2002, 553]
dot-leader: . . . . . . . . . . . . . . . . . . . . . . . . . . . . . . . . . . . . . . . . . . . . . . . . . . . . . . . . . . . . . . . . . . . . . . . . . . . . . . . . . . . . . . . . . . . . . . . . . . . . . . . . . . . . . . . . . . . . . . . . . . . . . . . . . . . . . . . . . . . . . . . . . . . . . . . . . . . . . . . . . . . . . . . . . . . . . . . . . . . . . . . . . . . . . . . . . . . . . . . . — [189, 797, 1965, 813]
toc-entry-line — [38, 520, 1997, 537]
toc-entry[interactable] — [0, 699, 1988, 716]
toc-entry-line — [38, 569, 2009, 586]
toc-entry-title: Особенности аналитико-синтетической деятельности шимпанзе при выполнении кон- — [70, 243, 536, 259]
toc-entry-line — [70, 244, 618, 260]
toc-entry[interactable] — [0, 520, 1997, 537]
